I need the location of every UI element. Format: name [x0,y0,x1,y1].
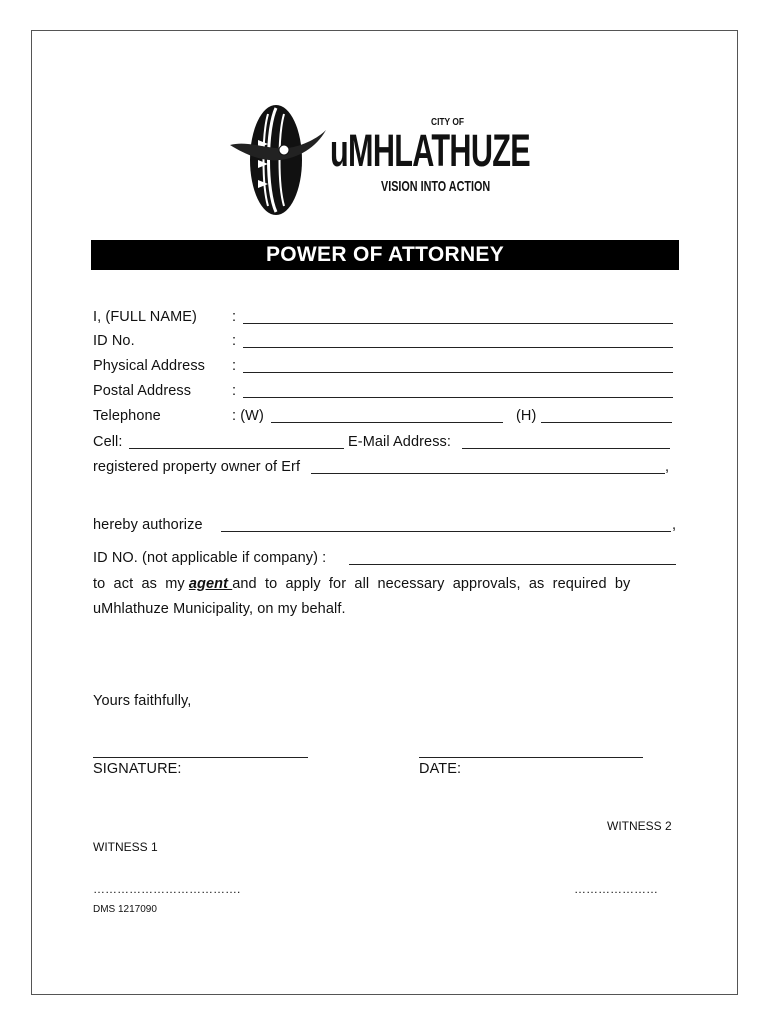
title-banner [91,240,679,270]
id-label: ID No. [93,333,135,349]
agent-emphasis: agent [188,576,233,592]
email-field[interactable] [462,448,670,449]
witness-2-label: WITNESS 2 [607,819,672,833]
full-name-field[interactable] [243,323,673,324]
signature-label: SIGNATURE: [93,761,182,777]
page-title: POWER OF ATTORNEY [265,243,505,266]
authorize-label: hereby authorize [93,517,203,533]
agent-name-field[interactable] [221,531,671,532]
email-label: E-Mail Address: [348,434,452,450]
shield-emblem-icon [228,100,328,220]
erf-field[interactable] [311,473,665,474]
id-colon: : [232,333,237,349]
postal-address-label: Postal Address [93,383,192,399]
logo-tagline: VISION INTO ACTION [381,178,491,195]
cell-field[interactable] [129,448,344,449]
telephone-label: Telephone [93,408,161,424]
full-name-label: I, (FULL NAME) [93,309,197,325]
telephone-home-label: (H) [516,408,537,424]
agent-id-field[interactable] [349,564,676,565]
full-name-colon: : [232,309,237,325]
authorize-comma: , [672,517,677,533]
postal-address-field[interactable] [243,397,673,398]
logo-city-of: CITY OF [431,116,464,128]
signature-field[interactable] [93,757,308,758]
date-field[interactable] [419,757,643,758]
physical-address-field[interactable] [243,372,673,373]
witness-1-label: WITNESS 1 [93,840,158,854]
witness-2-signature-dots[interactable]: ………………… [574,882,658,896]
witness-1-signature-dots[interactable]: ………………………………. [93,882,241,896]
physical-address-label: Physical Address [93,358,206,374]
id-number-field[interactable] [243,347,673,348]
erf-label: registered property owner of Erf [93,459,301,475]
authorization-text-line1 [93,576,630,592]
erf-comma: , [665,459,670,475]
closing-text: Yours faithfully, [93,693,192,709]
physical-address-colon: : [232,358,237,374]
authorization-text-line2: uMhlathuze Municipality, on my behalf. [93,601,346,617]
logo-city-name: uMHLATHUZE [330,125,530,176]
document-reference: DMS 1217090 [93,904,157,915]
agent-id-label: ID NO. (not applicable if company) : [93,550,327,566]
postal-address-colon: : [232,383,237,399]
cell-label: Cell: [93,434,123,450]
date-label: DATE: [419,761,462,777]
telephone-work-field[interactable] [271,422,503,423]
telephone-home-field[interactable] [541,422,672,423]
body-text-post: and to apply for all necessary approvals, as required by [232,576,631,592]
telephone-work-label: : (W) [232,408,264,424]
body-text-pre: to act as my [93,576,189,592]
